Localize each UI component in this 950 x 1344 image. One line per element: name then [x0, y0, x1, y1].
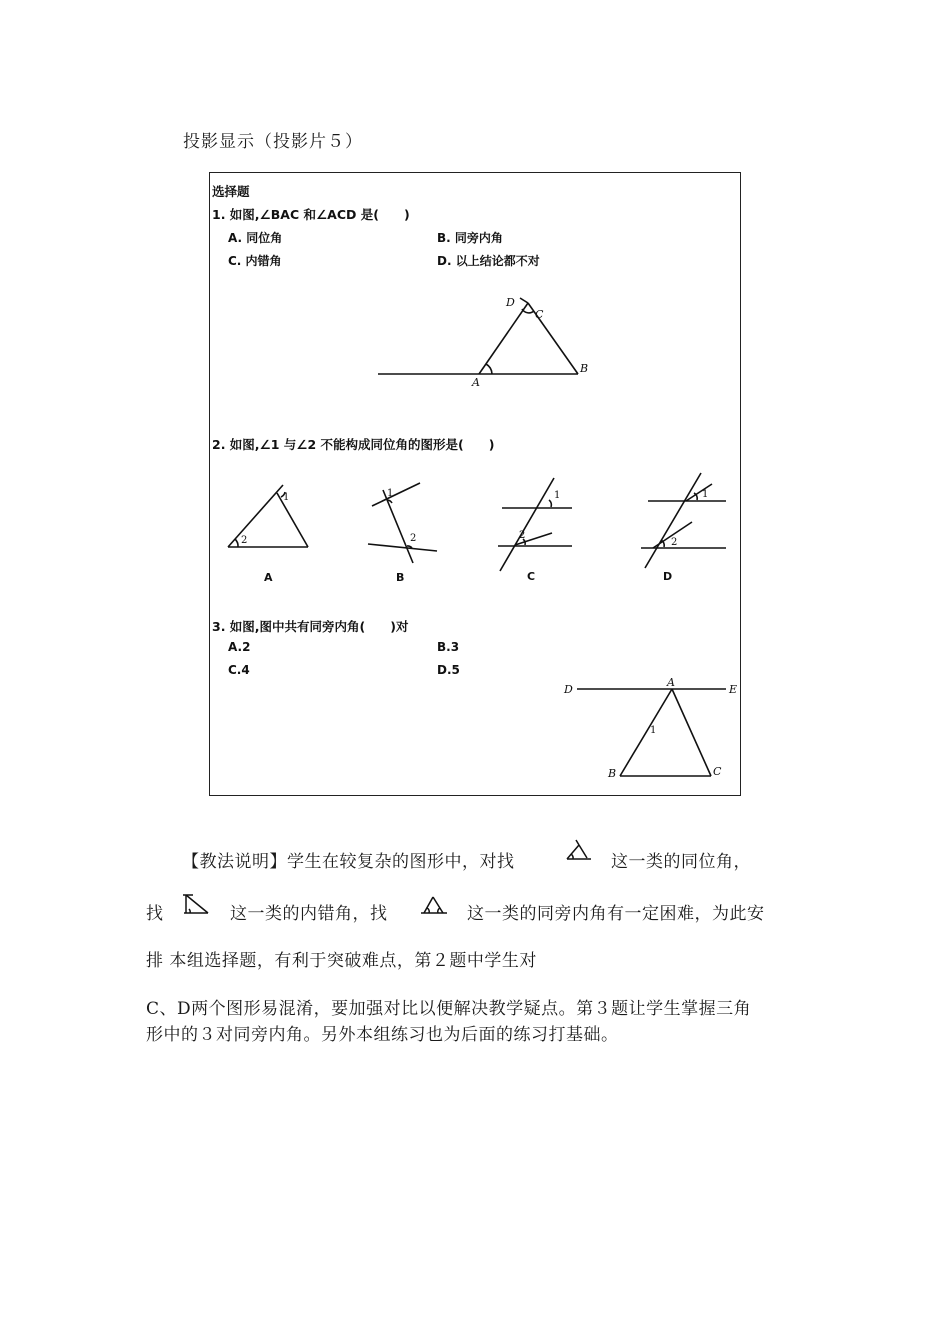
explanation-line2-c: 这一类的同旁内角有一定困难，为此安: [467, 904, 765, 924]
explanation-line4: C、D两个图形易混淆，要加强对比以便解决教学疑点。第３题让学生掌握三角: [146, 999, 752, 1019]
q3-label-a: A: [667, 676, 675, 689]
q2b-angle-1: 1: [387, 488, 394, 499]
q2-caption-b: B: [396, 571, 405, 584]
question-1: 1. 如图,∠BAC 和∠ACD 是( ): [212, 207, 410, 222]
q2-figure-d: [641, 473, 726, 568]
q2-caption-c: C: [527, 570, 536, 583]
q1-option-c: C. 内错角: [228, 254, 282, 268]
q3-label-1: 1: [650, 725, 657, 736]
q3-option-c: C.4: [228, 663, 250, 677]
q2c-angle-1: 1: [554, 490, 561, 501]
question-3: 3. 如图,图中共有同旁内角( )对: [212, 619, 409, 634]
q3-label-c: C: [713, 765, 722, 778]
corresponding-angle-icon: [567, 840, 591, 859]
q1-label-d: D: [506, 296, 515, 309]
explanation-line2-a: 找: [146, 904, 164, 924]
q2-figure-c: [498, 478, 572, 571]
explanation-line1-a: 【教法说明】学生在较复杂的图形中，对找: [182, 852, 515, 872]
alternate-angle-icon: [183, 895, 208, 913]
explanation-line1-b: 这一类的同位角，: [611, 852, 751, 872]
question-2: 2. 如图,∠1 与∠2 不能构成同位角的图形是( ): [212, 437, 495, 452]
q3-option-a: A.2: [228, 640, 251, 654]
q2-figure-b: [368, 483, 437, 563]
q3-label-b: B: [608, 767, 617, 780]
explanation-line3: 排 本组选择题，有利于突破难点，第２题中学生对: [146, 951, 537, 971]
q1-label-a: A: [472, 376, 480, 389]
q1-label-b: B: [580, 362, 589, 375]
q3-option-d: D.5: [437, 663, 460, 677]
q1-option-d: D. 以上结论都不对: [437, 254, 540, 268]
q1-figure: [378, 298, 578, 374]
q3-option-b: B.3: [437, 640, 460, 654]
q2a-angle-2: 2: [241, 535, 248, 546]
q2d-angle-2: 2: [671, 537, 678, 548]
explanation-line2-b: 这一类的内错角，找: [230, 904, 388, 924]
interior-angle-icon: [421, 897, 447, 913]
explanation-line5: 形中的３对同旁内角。另外本组练习也为后面的练习打基础。: [146, 1025, 619, 1045]
q2d-angle-1: 1: [702, 489, 709, 500]
q1-option-b: B. 同旁内角: [437, 231, 503, 245]
q2a-angle-1: 1: [283, 492, 290, 503]
heading: 投影显示（投影片５）: [183, 132, 363, 152]
q2b-angle-2: 2: [410, 533, 417, 544]
q2-caption-d: D: [663, 570, 673, 583]
q2-figure-a: [228, 485, 308, 547]
q3-label-d: D: [564, 683, 573, 696]
q3-label-e: E: [729, 683, 738, 696]
slide-title: 选择题: [212, 184, 250, 199]
q1-label-c: C: [535, 308, 544, 321]
q1-option-a: A. 同位角: [228, 231, 283, 245]
q2c-angle-2: 2: [519, 530, 526, 541]
q2-caption-a: A: [264, 571, 273, 584]
